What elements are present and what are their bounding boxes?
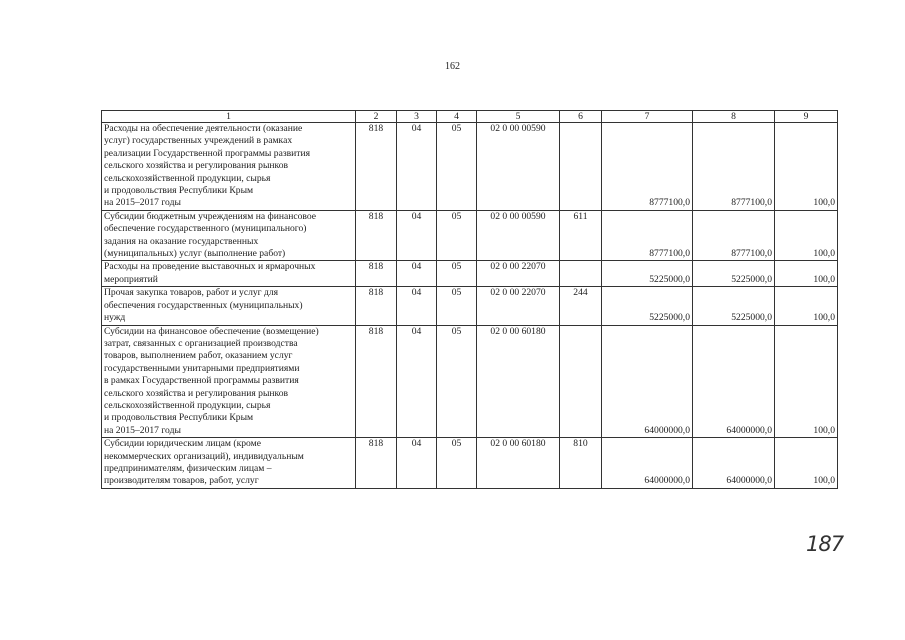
table-row [102,287,838,325]
amount-planned: 8777100,0 [602,123,693,211]
row-description: Субсидии юридическим лицам (кроме некоммерческих организаций), индивидуальным предпринимателям, физическим лицам – производителям товаров, работ, услуг [102,438,356,489]
amount-executed: 64000000,0 [693,325,775,438]
admin-code: 818 [356,325,397,438]
admin-code: 818 [356,261,397,287]
section-code: 04 [397,123,437,211]
row-description: Расходы на проведение выставочных и ярмарочных мероприятий [102,261,356,287]
percent-executed: 100,0 [775,438,838,489]
admin-code: 818 [356,438,397,489]
amount-executed: 8777100,0 [693,210,775,261]
target-article-code: 02 0 00 60180 [477,325,560,438]
target-article-code: 02 0 00 60180 [477,438,560,489]
header-cell: 1 [102,111,356,123]
amount-executed: 64000000,0 [693,438,775,489]
table-header-row [102,111,838,123]
header-cell: 2 [356,111,397,123]
amount-planned: 64000000,0 [602,438,693,489]
percent-executed: 100,0 [775,287,838,325]
row-description: Расходы на обеспечение деятельности (оказание услуг) государственных учреждений в рамках реализации Государственной программы развития сельского хозяйства и регулирования рынков сельскохозяйственной продукции, сырья и продовольствия Республики Крым на 2015–2017 годы [102,123,356,211]
amount-planned: 8777100,0 [602,210,693,261]
target-article-code: 02 0 00 00590 [477,210,560,261]
section-code: 04 [397,438,437,489]
target-article-code: 02 0 00 22070 [477,261,560,287]
percent-executed: 100,0 [775,210,838,261]
header-cell: 7 [602,111,693,123]
header-cell: 4 [437,111,477,123]
row-description: Субсидии на финансовое обеспечение (возмещение) затрат, связанных с организацией производства товаров, выполнением работ, оказанием услуг государственными унитарными предприятиями в рамках Государственной программы развития сельского хозяйства и регулирования рынков сельскохозяйственной продукции, сырья и продовольствия Республики Крым на 2015–2017 годы [102,325,356,438]
percent-executed: 100,0 [775,123,838,211]
subsection-code: 05 [437,325,477,438]
amount-planned: 5225000,0 [602,261,693,287]
row-description: Прочая закупка товаров, работ и услуг для обеспечения государственных (муниципальных) нужд [102,287,356,325]
table-row [102,438,838,489]
table-row [102,261,838,287]
page-number: 162 [445,61,460,72]
section-code: 04 [397,325,437,438]
table-row [102,123,838,211]
amount-executed: 8777100,0 [693,123,775,211]
header-cell: 5 [477,111,560,123]
percent-executed: 100,0 [775,261,838,287]
admin-code: 818 [356,123,397,211]
target-article-code: 02 0 00 22070 [477,287,560,325]
amount-planned: 5225000,0 [602,287,693,325]
amount-executed: 5225000,0 [693,261,775,287]
subsection-code: 05 [437,210,477,261]
admin-code: 818 [356,287,397,325]
expense-type-code: 810 [560,438,602,489]
header-cell: 6 [560,111,602,123]
amount-executed: 5225000,0 [693,287,775,325]
table-row [102,325,838,438]
section-code: 04 [397,287,437,325]
subsection-code: 05 [437,123,477,211]
subsection-code: 05 [437,438,477,489]
expense-type-code [560,325,602,438]
expense-type-code [560,261,602,287]
handwritten-page-number: 187 [806,532,844,556]
amount-planned: 64000000,0 [602,325,693,438]
header-cell: 8 [693,111,775,123]
expense-type-code [560,123,602,211]
expense-type-code: 244 [560,287,602,325]
expense-type-code: 611 [560,210,602,261]
subsection-code: 05 [437,261,477,287]
target-article-code: 02 0 00 00590 [477,123,560,211]
admin-code: 818 [356,210,397,261]
percent-executed: 100,0 [775,325,838,438]
table-row [102,210,838,261]
header-cell: 3 [397,111,437,123]
header-cell: 9 [775,111,838,123]
row-description: Субсидии бюджетным учреждениям на финансовое обеспечение государственного (муниципального) задания на оказание государственных (муниципальных) услуг (выполнение работ) [102,210,356,261]
section-code: 04 [397,261,437,287]
subsection-code: 05 [437,287,477,325]
section-code: 04 [397,210,437,261]
budget-table [101,110,838,489]
